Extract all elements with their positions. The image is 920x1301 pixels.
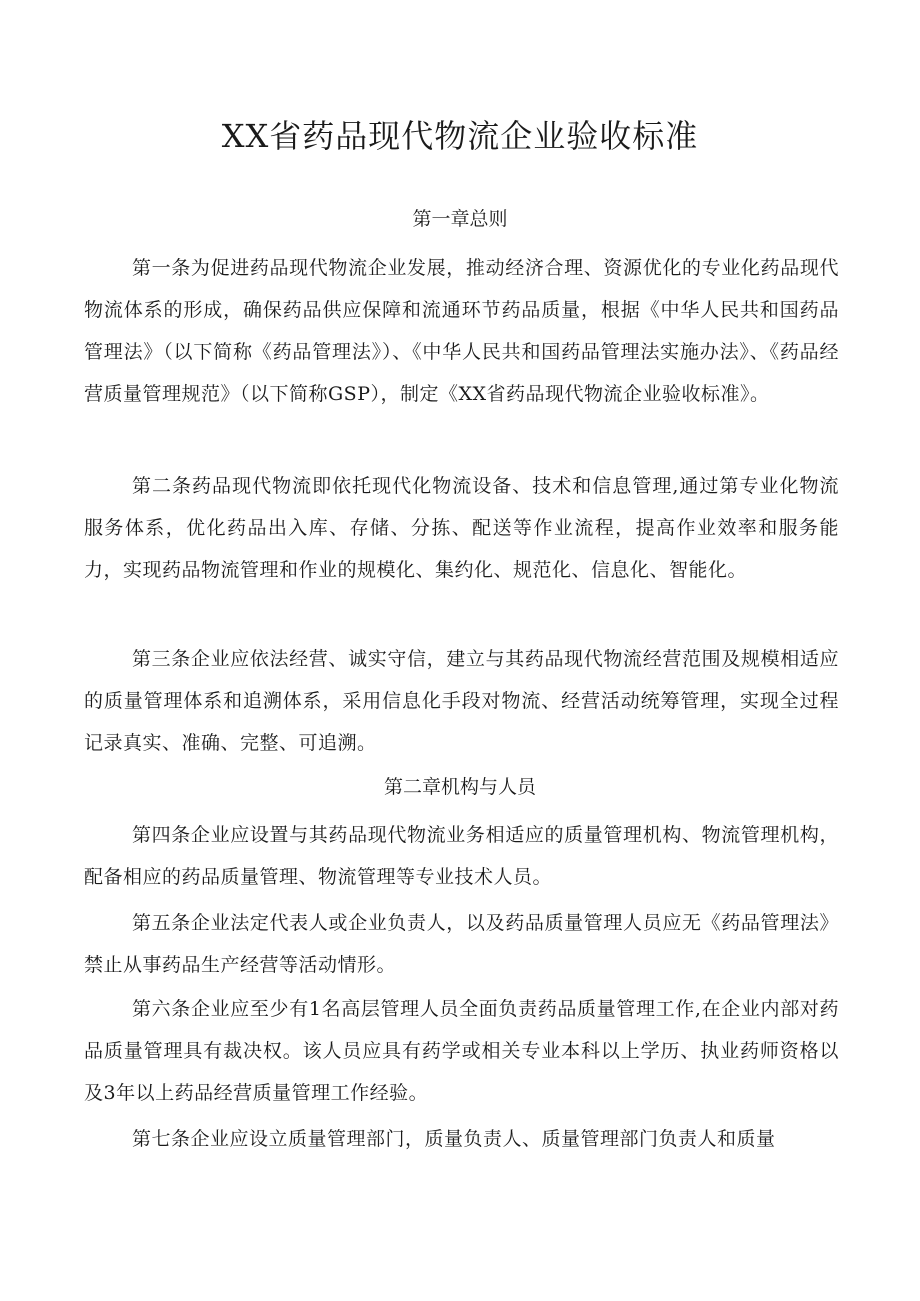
article-3: 第三条企业应依法经营、诚实守信，建立与其药品现代物流经营范围及规模相适应的质量管理体系和追溯体系，采用信息化手段对物流、经营活动统筹管理，实现全过程记录真实、准确、完整、可追溯。 bbox=[84, 648, 839, 754]
article-1: 第一条为促进药品现代物流企业发展，推动经济合理、资源优化的专业化药品现代物流体系的形成，确保药品供应保障和流通环节药品质量，根据《中华人民共和国药品管理法》（以下简称《药品管理法》）、《中华人民共和国药品管理法实施办法》、《药品经营质量管理规范》（以下简称GSP），制定《XX省药品现代物流企业验收标准》。 bbox=[84, 257, 839, 405]
article-4: 第四条企业应设置与其药品现代物流业务相适应的质量管理机构、物流管理机构，配备相应的药品质量管理、物流管理等专业技术人员。 bbox=[84, 824, 839, 888]
article-5: 第五条企业法定代表人或企业负责人，以及药品质量管理人员应无《药品管理法》禁止从事药品生产经营等活动情形。 bbox=[84, 912, 839, 976]
article-7: 第七条企业应设立质量管理部门，质量负责人、质量管理部门负责人和质量 bbox=[132, 1128, 776, 1150]
article-6: 第六条企业应至少有1名高层管理人员全面负责药品质量管理工作,在企业内部对药品质量管理具有裁决权。该人员应具有药学或相关专业本科以上学历、执业药师资格以及3年以上药品经营质量管理工作经验。 bbox=[84, 998, 839, 1104]
chapter-1-heading: 第一章总则 bbox=[412, 208, 508, 230]
document-title: XX省药品现代物流企业验收标准 bbox=[221, 117, 699, 155]
article-2: 第二条药品现代物流即依托现代化物流设备、技术和信息管理,通过第专业化物流服务体系，优化药品出入库、存储、分拣、配送等作业流程，提高作业效率和服务能力，实现药品物流管理和作业的规模化、集约化、规范化、信息化、智能化。 bbox=[84, 475, 839, 581]
chapter-2-heading: 第二章机构与人员 bbox=[383, 776, 536, 798]
